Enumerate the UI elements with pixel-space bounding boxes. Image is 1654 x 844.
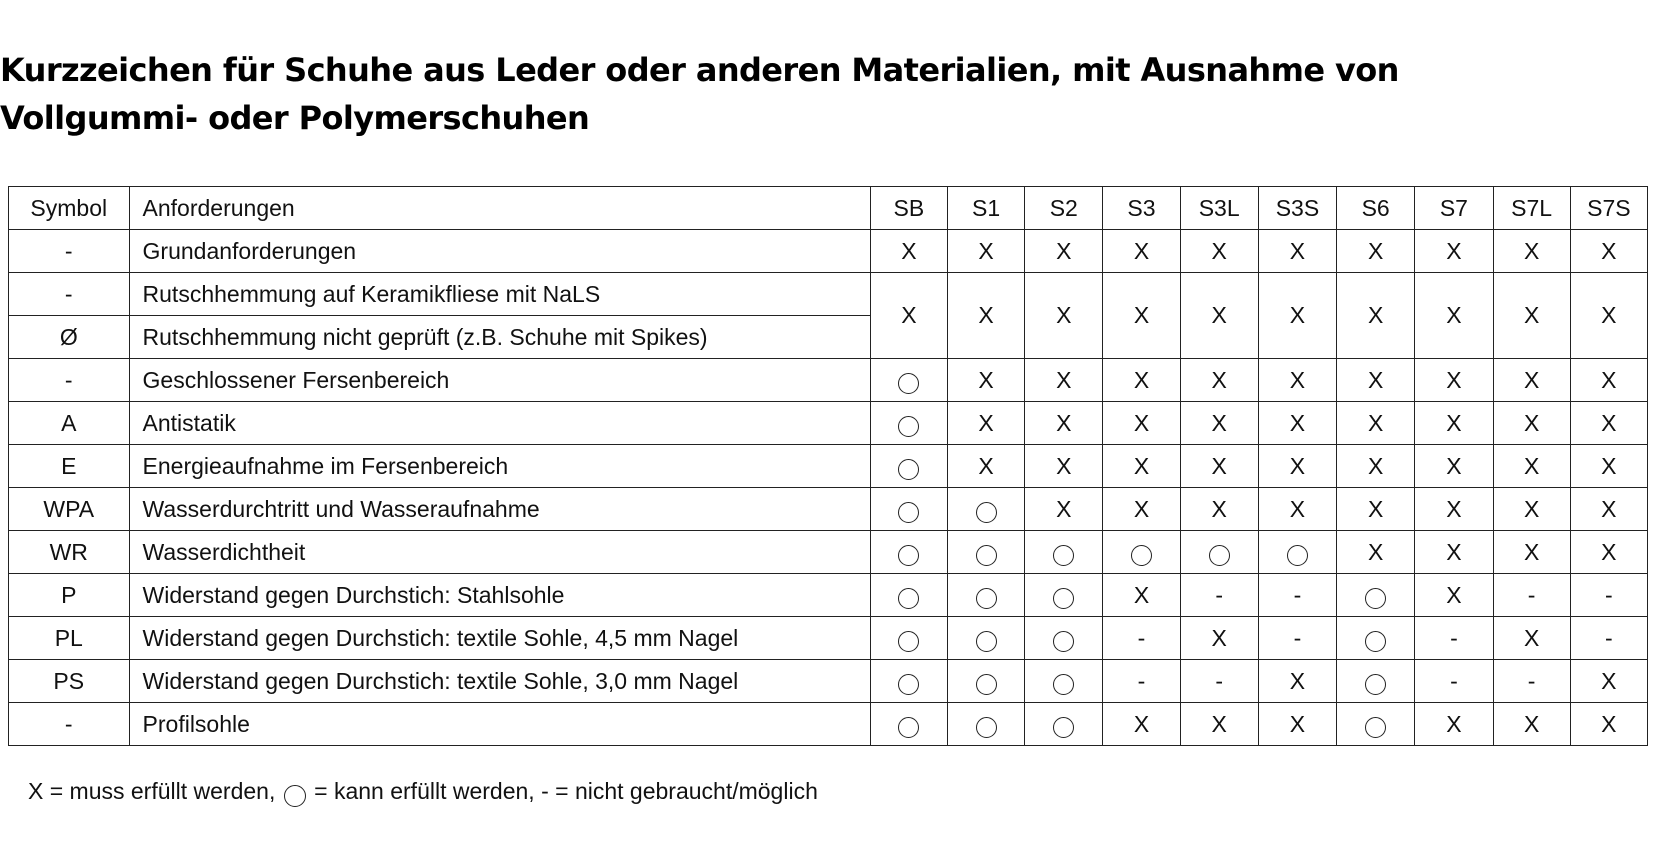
cell-value	[1493, 617, 1570, 660]
column-header-symbol: Symbol	[9, 187, 130, 230]
mark-required: X	[1523, 452, 1540, 479]
cell-value	[1180, 703, 1258, 746]
cell-value	[1415, 531, 1493, 574]
cell-value	[947, 574, 1024, 617]
mark-required: X	[901, 237, 917, 264]
cell-value	[1493, 531, 1570, 574]
column-header-class: S3	[1103, 187, 1180, 230]
cell-value	[1493, 488, 1570, 531]
mark-required: X	[1133, 409, 1150, 436]
mark-required: X	[1446, 237, 1462, 264]
circle-icon	[1365, 631, 1386, 652]
cell-value	[1103, 574, 1180, 617]
column-header-class: SB	[870, 187, 947, 230]
cell-value	[870, 359, 947, 402]
mark-required: X	[1289, 452, 1306, 479]
cell-value	[1025, 359, 1103, 402]
table-row	[9, 445, 1648, 488]
mark-required: X	[1367, 366, 1384, 393]
cell-requirement: Grundanforderungen	[129, 230, 870, 273]
table-row	[9, 617, 1648, 660]
cell-value	[1415, 402, 1493, 445]
mark-required: X	[1523, 366, 1540, 393]
mark-required: X	[1289, 302, 1306, 328]
circle-icon	[898, 545, 919, 566]
mark-not-applicable: -	[1527, 581, 1536, 608]
circle-icon	[976, 502, 997, 523]
cell-value	[1025, 230, 1103, 273]
cell-value	[1337, 273, 1415, 359]
mark-required: X	[1211, 237, 1227, 264]
cell-value	[947, 445, 1024, 488]
cell-value	[870, 660, 947, 703]
circle-icon	[1053, 631, 1074, 652]
mark-required: X	[1211, 710, 1227, 737]
circle-icon	[898, 631, 919, 652]
cell-requirement: Wasserdichtheit	[129, 531, 870, 574]
mark-required: X	[1367, 302, 1384, 328]
cell-value	[870, 617, 947, 660]
cell-value	[947, 402, 1024, 445]
cell-value	[1103, 402, 1180, 445]
table-row	[9, 660, 1648, 703]
cell-value	[1025, 660, 1103, 703]
cell-value	[1025, 574, 1103, 617]
mark-not-applicable: -	[1605, 581, 1613, 608]
mark-required: X	[1446, 302, 1462, 328]
cell-value	[870, 703, 947, 746]
mark-required: X	[1289, 409, 1306, 436]
circle-icon	[898, 588, 919, 609]
mark-required: X	[1367, 237, 1384, 264]
cell-value	[1570, 660, 1647, 703]
mark-required: X	[1211, 409, 1227, 436]
cell-requirement: Antistatik	[129, 402, 870, 445]
cell-value	[1415, 230, 1493, 273]
mark-required: X	[1446, 409, 1462, 436]
circle-icon	[976, 545, 997, 566]
cell-value	[870, 402, 947, 445]
cell-value	[870, 574, 947, 617]
table-row	[9, 531, 1648, 574]
cell-requirement: Rutschhemmung nicht geprüft (z.B. Schuhe mit Spikes)	[129, 316, 870, 359]
cell-value	[1493, 402, 1570, 445]
cell-value	[1337, 703, 1415, 746]
cell-symbol: PS	[9, 660, 130, 703]
cell-symbol: PL	[9, 617, 130, 660]
cell-value	[1337, 488, 1415, 531]
circle-icon	[1131, 545, 1152, 566]
mark-required: X	[1523, 302, 1540, 328]
mark-required: X	[1133, 366, 1150, 393]
mark-required: X	[1367, 452, 1384, 479]
cell-value	[1258, 617, 1336, 660]
mark-required: X	[1211, 452, 1227, 479]
circle-icon	[1365, 674, 1386, 695]
page-title-line-1: Kurzzeichen für Schuhe aus Leder oder anderen Materialien, mit Ausnahme von	[0, 51, 1399, 89]
mark-required: X	[1601, 538, 1617, 565]
mark-required: X	[1601, 237, 1617, 264]
mark-required: X	[1446, 538, 1462, 565]
circle-icon	[898, 459, 919, 480]
mark-not-applicable: -	[1215, 667, 1224, 694]
cell-value	[1337, 230, 1415, 273]
cell-value	[1493, 703, 1570, 746]
cell-value	[947, 359, 1024, 402]
circle-icon	[1209, 545, 1230, 566]
cell-requirement: Widerstand gegen Durchstich: textile Sohle, 3,0 mm Nagel	[129, 660, 870, 703]
cell-value	[1025, 445, 1103, 488]
mark-not-applicable: -	[1450, 624, 1458, 651]
circle-icon	[898, 373, 919, 394]
mark-required: X	[1133, 495, 1150, 522]
mark-required: X	[1523, 237, 1540, 264]
column-header-class: S6	[1337, 187, 1415, 230]
circle-icon	[1053, 545, 1074, 566]
mark-not-applicable: -	[1293, 624, 1302, 651]
cell-value	[1103, 445, 1180, 488]
mark-required: X	[1601, 495, 1617, 522]
cell-value	[1258, 359, 1336, 402]
mark-required: X	[1523, 409, 1540, 436]
mark-required: X	[1056, 409, 1072, 436]
column-header-class: S3S	[1258, 187, 1336, 230]
cell-value	[1258, 574, 1336, 617]
cell-symbol: -	[9, 230, 130, 273]
cell-value	[947, 660, 1024, 703]
mark-required: X	[1367, 409, 1384, 436]
cell-value	[1337, 574, 1415, 617]
cell-value	[1258, 660, 1336, 703]
cell-value	[947, 703, 1024, 746]
cell-value	[1570, 574, 1647, 617]
cell-value	[1258, 531, 1336, 574]
circle-icon	[976, 631, 997, 652]
cell-value	[947, 230, 1024, 273]
cell-value	[1180, 660, 1258, 703]
cell-symbol: WPA	[9, 488, 130, 531]
mark-required: X	[1289, 495, 1306, 522]
circle-icon	[1287, 545, 1308, 566]
mark-not-applicable: -	[1293, 581, 1302, 608]
cell-value	[1415, 617, 1493, 660]
cell-value	[1025, 703, 1103, 746]
cell-value	[870, 531, 947, 574]
requirements-table	[8, 186, 1648, 746]
column-header-class: S2	[1025, 187, 1103, 230]
cell-symbol: -	[9, 703, 130, 746]
cell-value	[1493, 359, 1570, 402]
cell-value	[1025, 617, 1103, 660]
mark-required: X	[1446, 452, 1462, 479]
cell-value	[1415, 359, 1493, 402]
circle-icon	[976, 717, 997, 738]
cell-value	[1570, 230, 1647, 273]
cell-requirement: Energieaufnahme im Fersenbereich	[129, 445, 870, 488]
mark-required: X	[1601, 452, 1617, 479]
mark-required: X	[1133, 237, 1150, 264]
mark-required: X	[1056, 495, 1072, 522]
cell-value	[1493, 660, 1570, 703]
cell-value	[1025, 488, 1103, 531]
cell-value	[1570, 273, 1647, 359]
cell-value	[1103, 230, 1180, 273]
cell-value	[1025, 402, 1103, 445]
cell-value	[1103, 488, 1180, 531]
mark-required: X	[1601, 366, 1617, 393]
circle-icon	[1365, 588, 1386, 609]
cell-value	[1570, 359, 1647, 402]
cell-value	[1415, 703, 1493, 746]
cell-value	[1180, 230, 1258, 273]
cell-value	[1415, 445, 1493, 488]
table-header-row	[9, 187, 1648, 230]
cell-value	[870, 445, 947, 488]
mark-required: X	[1133, 710, 1150, 737]
cell-value	[1103, 703, 1180, 746]
table-body	[9, 230, 1648, 746]
cell-value	[1337, 402, 1415, 445]
mark-required: X	[1523, 538, 1540, 565]
cell-value	[1415, 488, 1493, 531]
column-header-class: S7L	[1493, 187, 1570, 230]
cell-value	[1258, 273, 1336, 359]
mark-required: X	[901, 302, 917, 328]
mark-required: X	[1367, 495, 1384, 522]
cell-value	[870, 273, 947, 359]
cell-value	[947, 488, 1024, 531]
mark-required: X	[1289, 710, 1306, 737]
mark-required: X	[978, 237, 994, 264]
cell-value	[1493, 230, 1570, 273]
cell-value	[947, 273, 1024, 359]
cell-value	[1337, 445, 1415, 488]
mark-required: X	[1523, 710, 1540, 737]
cell-value	[1570, 488, 1647, 531]
mark-required: X	[1523, 495, 1540, 522]
cell-value	[1103, 273, 1180, 359]
column-header-class: S7	[1415, 187, 1493, 230]
cell-value	[1103, 531, 1180, 574]
cell-symbol: WR	[9, 531, 130, 574]
cell-symbol: Ø	[9, 316, 130, 359]
cell-value	[1180, 617, 1258, 660]
legend-must: X = muss erfüllt werden,	[28, 778, 276, 804]
cell-value	[1258, 703, 1336, 746]
mark-required: X	[1056, 452, 1072, 479]
cell-value	[1570, 402, 1647, 445]
cell-value	[1180, 402, 1258, 445]
cell-value	[1337, 617, 1415, 660]
circle-icon	[284, 785, 306, 807]
mark-required: X	[1056, 366, 1072, 393]
cell-value	[1180, 359, 1258, 402]
mark-required: X	[1446, 710, 1462, 737]
cell-value	[947, 531, 1024, 574]
cell-value	[1103, 617, 1180, 660]
cell-value	[1570, 617, 1647, 660]
mark-required: X	[1446, 581, 1462, 608]
cell-value	[1180, 531, 1258, 574]
cell-value	[1493, 445, 1570, 488]
cell-value	[870, 488, 947, 531]
legend	[28, 776, 818, 806]
mark-not-applicable: -	[1450, 667, 1458, 694]
cell-value	[1337, 531, 1415, 574]
cell-value	[1180, 488, 1258, 531]
circle-icon	[976, 674, 997, 695]
circle-icon	[898, 674, 919, 695]
cell-symbol: -	[9, 359, 130, 402]
cell-requirement: Widerstand gegen Durchstich: Stahlsohle	[129, 574, 870, 617]
mark-required: X	[1289, 237, 1306, 264]
column-header-requirements: Anforderungen	[129, 187, 870, 230]
mark-required: X	[1446, 495, 1462, 522]
cell-value	[1415, 273, 1493, 359]
cell-value	[1337, 660, 1415, 703]
cell-symbol: A	[9, 402, 130, 445]
table-row	[9, 488, 1648, 531]
mark-required: X	[1211, 624, 1227, 651]
cell-value	[1258, 230, 1336, 273]
column-header-class: S1	[947, 187, 1024, 230]
mark-required: X	[978, 409, 994, 436]
circle-icon	[898, 502, 919, 523]
mark-required: X	[1601, 409, 1617, 436]
cell-value	[1180, 445, 1258, 488]
cell-symbol: E	[9, 445, 130, 488]
cell-value	[1025, 273, 1103, 359]
mark-required: X	[1133, 452, 1150, 479]
circle-icon	[976, 588, 997, 609]
mark-required: X	[1523, 624, 1540, 651]
cell-requirement: Profilsohle	[129, 703, 870, 746]
mark-not-applicable: -	[1137, 667, 1146, 694]
mark-required: X	[1367, 538, 1384, 565]
cell-symbol: P	[9, 574, 130, 617]
cell-value	[1258, 402, 1336, 445]
circle-icon	[898, 717, 919, 738]
cell-value	[1180, 574, 1258, 617]
mark-required: X	[1211, 495, 1227, 522]
cell-requirement: Rutschhemmung auf Keramikfliese mit NaLS	[129, 273, 870, 316]
cell-value	[1493, 273, 1570, 359]
mark-not-applicable: -	[1137, 624, 1146, 651]
cell-value	[1337, 359, 1415, 402]
cell-value	[1025, 531, 1103, 574]
mark-required: X	[1211, 302, 1227, 328]
table-row	[9, 703, 1648, 746]
mark-required: X	[1601, 710, 1617, 737]
cell-value	[1570, 703, 1647, 746]
cell-value	[1103, 660, 1180, 703]
cell-value	[1258, 488, 1336, 531]
page-title-line-2: Vollgummi- oder Polymerschuhen	[0, 99, 590, 137]
column-header-class: S3L	[1180, 187, 1258, 230]
cell-value	[1180, 273, 1258, 359]
circle-icon	[898, 416, 919, 437]
column-header-class: S7S	[1570, 187, 1647, 230]
table-row	[9, 359, 1648, 402]
cell-value	[1570, 445, 1647, 488]
mark-required: X	[1601, 302, 1617, 328]
mark-required: X	[978, 452, 994, 479]
cell-value	[1493, 574, 1570, 617]
table-row	[9, 574, 1648, 617]
mark-required: X	[1056, 302, 1072, 328]
cell-requirement: Geschlossener Fersenbereich	[129, 359, 870, 402]
mark-not-applicable: -	[1527, 667, 1536, 694]
table-row	[9, 402, 1648, 445]
legend-optional-and-not-needed: = kann erfüllt werden, - = nicht gebraucht/möglich	[314, 778, 818, 804]
cell-value	[1103, 359, 1180, 402]
mark-not-applicable: -	[1605, 624, 1613, 651]
mark-required: X	[1289, 667, 1306, 694]
cell-value	[1415, 574, 1493, 617]
cell-value	[947, 617, 1024, 660]
mark-required: X	[978, 366, 994, 393]
circle-icon	[1365, 717, 1386, 738]
cell-value	[870, 230, 947, 273]
cell-value	[1570, 531, 1647, 574]
mark-required: X	[1289, 366, 1306, 393]
mark-required: X	[978, 302, 994, 328]
table-row	[9, 273, 1648, 316]
mark-required: X	[1133, 581, 1150, 608]
cell-value	[1258, 445, 1336, 488]
circle-icon	[1053, 588, 1074, 609]
page-title	[0, 46, 1500, 142]
mark-required: X	[1601, 667, 1617, 694]
circle-icon	[1053, 674, 1074, 695]
mark-required: X	[1056, 237, 1072, 264]
cell-symbol: -	[9, 273, 130, 316]
table-row	[9, 230, 1648, 273]
cell-requirement: Wasserdurchtritt und Wasseraufnahme	[129, 488, 870, 531]
circle-icon	[1053, 717, 1074, 738]
mark-required: X	[1211, 366, 1227, 393]
cell-value	[1415, 660, 1493, 703]
cell-requirement: Widerstand gegen Durchstich: textile Sohle, 4,5 mm Nagel	[129, 617, 870, 660]
mark-required: X	[1446, 366, 1462, 393]
mark-not-applicable: -	[1215, 581, 1224, 608]
mark-required: X	[1133, 302, 1150, 328]
